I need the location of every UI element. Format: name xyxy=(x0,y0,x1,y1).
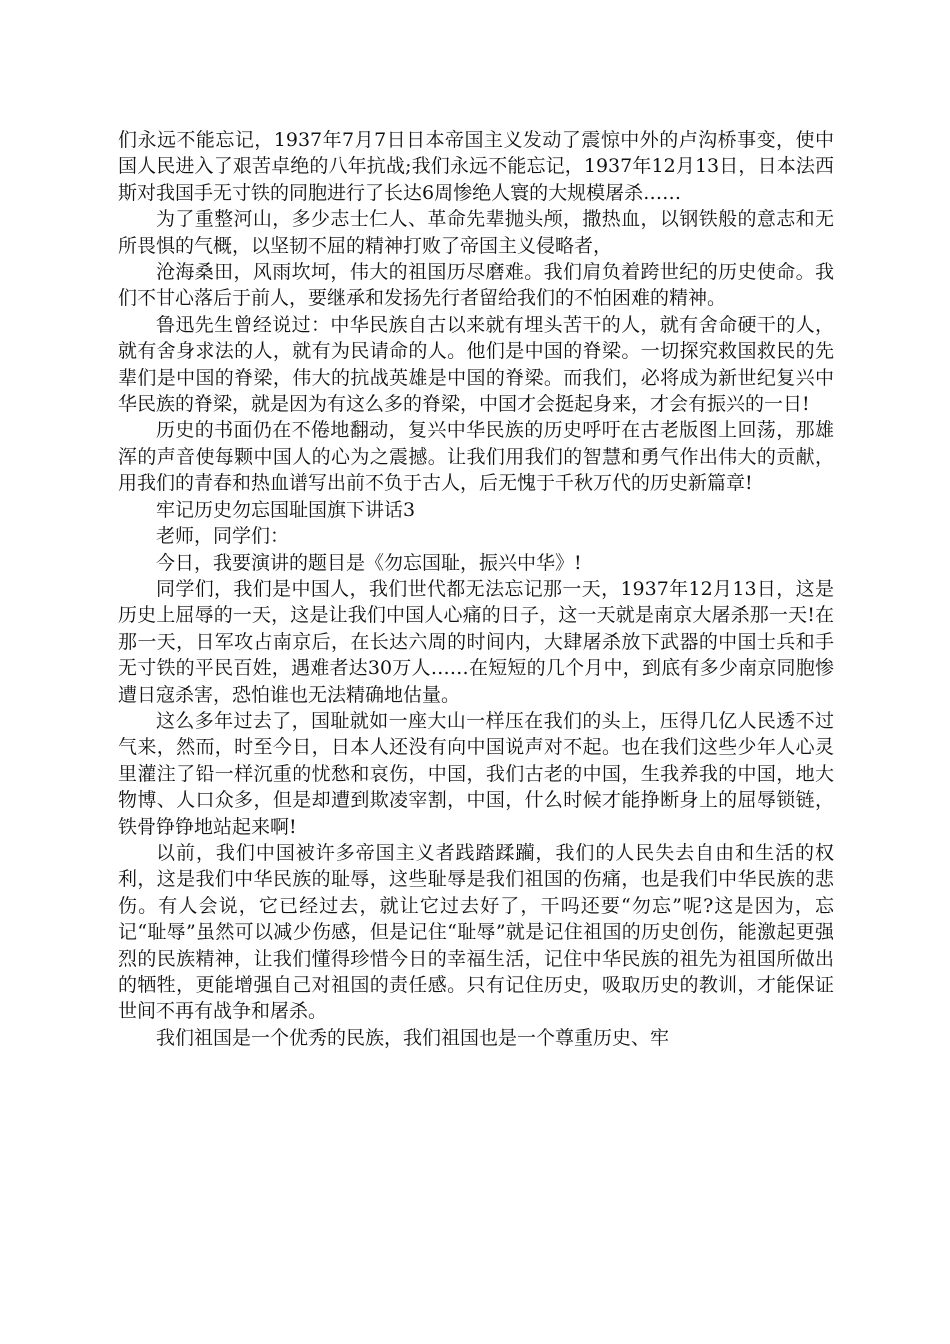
paragraph: 为了重整河山，多少志士仁人、革命先辈抛头颅，撒热血，以钢铁般的意志和无所畏惧的气概，以坚韧不屈的精神打败了帝国主义侵略者， xyxy=(118,208,834,257)
document-body xyxy=(118,127,834,1051)
paragraph-continuation: 们永远不能忘记，1937年7月7日日本帝国主义发动了震惊中外的卢沟桥事变，使中国人民进入了艰苦卓绝的八年抗战;我们永远不能忘记，1937年12月13日，日本法西斯对我国手无寸铁的同胞进行了长达6周惨绝人寰的大规模屠杀…… xyxy=(118,129,834,204)
paragraph: 沧海桑田，风雨坎坷，伟大的祖国历尽磨难。我们肩负着跨世纪的历史使命。我们不甘心落后于前人，要继承和发扬先行者留给我们的不怕困难的精神。 xyxy=(118,261,834,310)
paragraph: 今日，我要演讲的题目是《勿忘国耻，振兴中华》! xyxy=(156,551,582,574)
section-title: 牢记历史勿忘国耻国旗下讲话3 xyxy=(156,498,416,521)
paragraph: 历史的书面仍在不倦地翻动，复兴中华民族的历史呼吁在古老版图上回荡，那雄浑的声音使每颗中国人的心为之震撼。让我们用我们的智慧和勇气作出伟大的贡献，用我们的青春和热血谱写出前不负于古人，后无愧于千秋万代的历史新篇章! xyxy=(118,419,834,495)
paragraph: 以前，我们中国被许多帝国主义者践踏蹂躏，我们的人民失去自由和生活的权利，这是我们中华民族的耻辱，这些耻辱是我们祖国的伤痛，也是我们中华民族的悲伤。有人会说，它已经过去，就让它过去好了，干吗还要“勿忘”呢?这是因为，忘记“耻辱”虽然可以减少伤感，但是记住“耻辱”就是记住祖国的历史创伤，能激起更强烈的民族精神，让我们懂得珍惜今日的幸福生活，记住中华民族的祖先为祖国所做出的牺牲，更能增强自己对祖国的责任感。只有记住历史，吸取历史的教训，才能保证世间不再有战争和屠杀。 xyxy=(118,841,834,1023)
paragraph: 同学们，我们是中国人，我们世代都无法忘记那一天，1937年12月13日，这是历史上屈辱的一天，这是让我们中国人心痛的日子，这一天就是南京大屠杀那一天!在那一天，日军攻占南京后，在长达六周的时间内，大肆屠杀放下武器的中国士兵和手无寸铁的平民百姓，遇难者达30万人……在短短的几个月中，到底有多少南京同胞惨遭日寇杀害，恐怕谁也无法精确地估量。 xyxy=(118,577,834,706)
paragraph: 这么多年过去了，国耻就如一座大山一样压在我们的头上，压得几亿人民透不过气来，然而，时至今日，日本人还没有向中国说声对不起。也在我们这些少年人心灵里灌注了铅一样沉重的忧愁和哀伤，中国，我们古老的中国，生我养我的中国，地大物博、人口众多，但是却遭到欺凌宰割，中国，什么时候才能挣断身上的屈辱锁链，铁骨铮铮地站起来啊! xyxy=(118,709,834,838)
paragraph-truncated: 我们祖国是一个优秀的民族，我们祖国也是一个尊重历史、牢 xyxy=(156,1026,670,1049)
paragraph: 鲁迅先生曾经说过：中华民族自古以来就有埋头苦干的人，就有舍命硬干的人，就有舍身求法的人，就有为民请命的人。他们是中国的脊梁。一切探究救国救民的先辈们是中国的脊梁，伟大的抗战英雄是中国的脊梁。而我们，必将成为新世纪复兴中华民族的脊梁，就是因为有这么多的脊梁，中国才会挺起身来，才会有振兴的一日! xyxy=(118,313,834,416)
salutation: 老师，同学们： xyxy=(156,525,290,548)
